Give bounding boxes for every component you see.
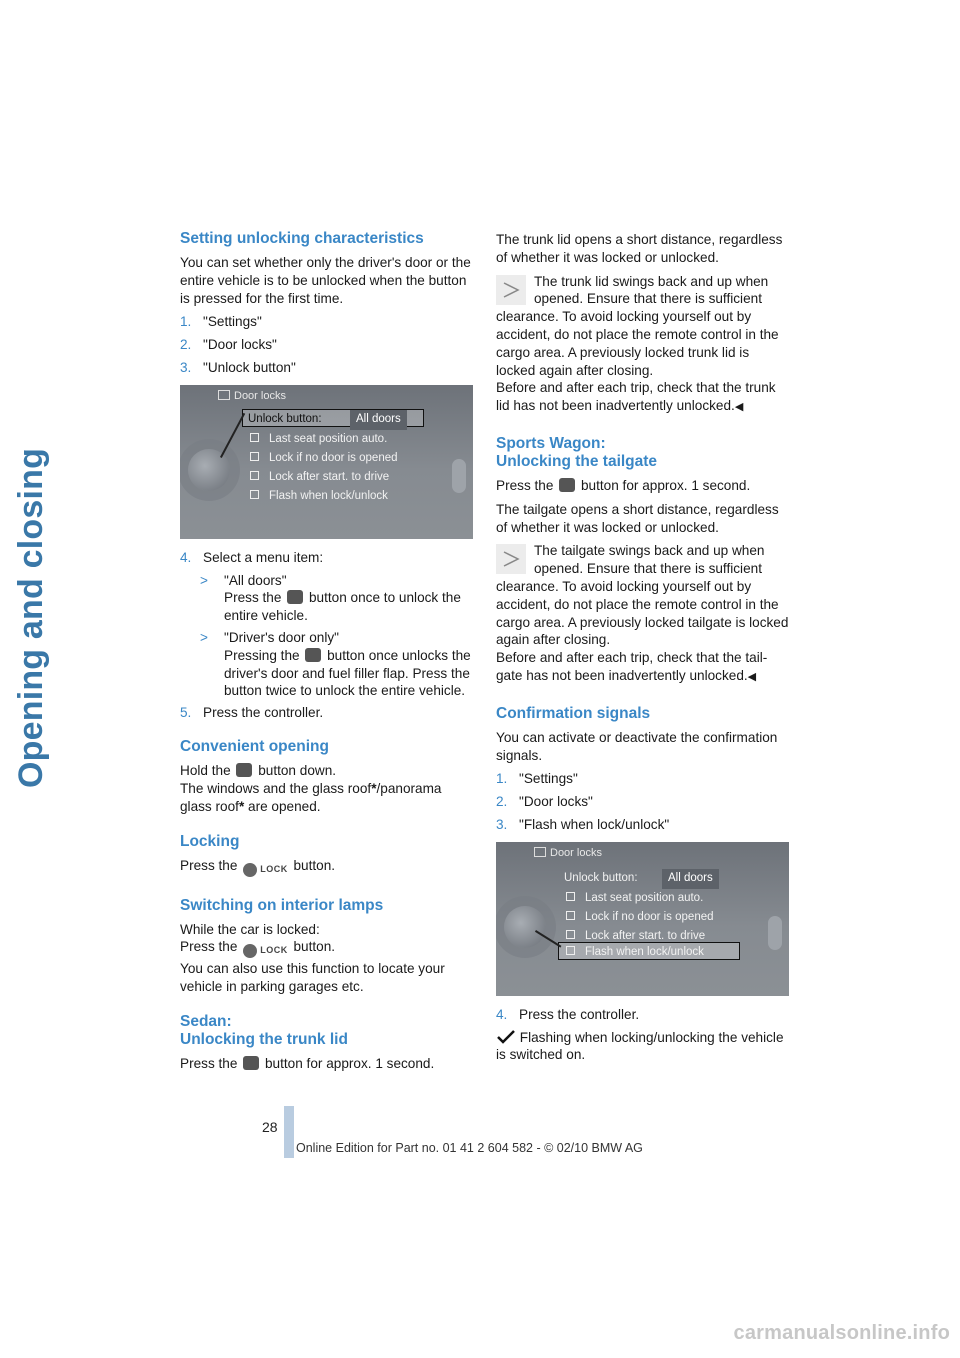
trunk-caution-note: The trunk lid swings back and up when opened. Ensure that there is sufficient clearance. To avoid locking yourself out by accident, do not place the remote control in the cargo area. A previously locked trunk lid is locked again after closing. Before and after each trip, check that the trunk lid has not been inadvertently unlocked.◀ (496, 273, 779, 414)
asterisk-icon: * (371, 780, 377, 796)
chapter-title-text: Opening and closing (12, 447, 50, 788)
heading-unlocking-characteristics: Setting unlocking characteristics (180, 230, 424, 247)
controller-knob (504, 906, 546, 948)
right-column (496, 231, 791, 1070)
step-3: 3. "Flash when lock/unlock" (496, 816, 670, 832)
heading-locking: Locking (180, 833, 240, 851)
left-column (180, 230, 475, 1079)
option-all-doors: > "All doors" Press the button once to unlock the entire vehicle. (200, 572, 461, 624)
step-1: 1. "Settings" (180, 314, 262, 330)
checkbox-icon (250, 490, 259, 499)
checkbox-icon (566, 930, 575, 939)
checkbox-icon (566, 892, 575, 901)
step-2: 2. "Door locks" (496, 794, 593, 810)
step-4: 4. Select a menu item: (180, 549, 324, 565)
checkbox-icon (250, 433, 259, 442)
heading-sports-wagon: Sports Wagon: Unlocking the tailgate (496, 434, 658, 470)
menu-item: Last seat position auto. (566, 890, 703, 908)
door-locks-screen-flash (496, 842, 789, 996)
menu-item: Lock after start. to drive (566, 928, 705, 946)
heading-sedan-trunk: Sedan: Unlocking the trunk lid (180, 1013, 348, 1049)
trunk-key-icon (243, 1056, 259, 1070)
door-locks-screen-unlock-button (180, 385, 473, 539)
checkbox-icon (250, 471, 259, 480)
unlocking-intro: You can set whether only the driver's door or the entire vehicle is to be unlocked when the button is pressed for the first time. (180, 255, 471, 306)
tailgate-press-text: Press the button for approx. 1 second. (496, 477, 751, 493)
caution-icon (496, 275, 526, 305)
heading-interior-lamps: Switching on interior lamps (180, 896, 384, 914)
menu-item: Lock if no door is opened (250, 450, 398, 468)
scroll-indicator (768, 916, 782, 950)
menu-icon (534, 847, 546, 857)
page-number: 28 (262, 1119, 278, 1135)
screen-title: Door locks (534, 845, 602, 863)
unlock-button-value: All doors (350, 410, 407, 430)
step-1: 1. "Settings" (496, 771, 578, 787)
heading-confirmation-signals: Confirmation signals (496, 704, 651, 722)
step-4: 4. Press the controller. (496, 1006, 640, 1022)
confirmation-intro: You can activate or deactivate the confirmation signals. (496, 729, 778, 763)
confirmation-result: Flashing when locking/unlocking the vehicle is switched on. (496, 1029, 784, 1063)
chapter-side-title (2, 228, 62, 788)
footer-edition: Online Edition for Part no. 01 41 2 604 582 - © 02/10 BMW AG (296, 1141, 643, 1155)
lock-button-icon: LOCK (243, 941, 288, 959)
unlock-button-label: Unlock button: (248, 412, 322, 425)
checkbox-icon (250, 452, 259, 461)
locking-text: Press the LOCK button. (180, 857, 475, 878)
tailgate-opens-text: The tailgate opens a short distance, regardless of whether it was locked or unlocked. (496, 501, 779, 535)
menu-icon (218, 390, 230, 400)
step-2: 2. "Door locks" (180, 337, 277, 353)
menu-item: Lock after start. to drive (250, 469, 389, 487)
unlock-button-value: All doors (662, 869, 719, 889)
menu-item: Flash when lock/unlock (250, 488, 388, 506)
trunk-key-icon (559, 478, 575, 492)
tailgate-caution-note: The tailgate swings back and up when opened. Ensure that there is sufficient clearance. To avoid locking yourself out by accident, do not place the remote control in the cargo area. A previously locked tailgate is locked again after closing. Before and after each trip, check that the tail-gate has not been inadvertently unlocked.◀ (496, 543, 789, 683)
step-5: 5. Press the controller. (180, 705, 324, 721)
unlock-key-icon (305, 648, 321, 662)
step-3: 3. "Unlock button" (180, 359, 296, 375)
controller-knob (188, 449, 230, 491)
menu-item: Lock if no door is opened (566, 909, 714, 927)
asterisk-icon: * (238, 798, 245, 814)
unlock-button-label: Unlock button: (564, 871, 638, 884)
unlock-key-icon (287, 590, 303, 604)
unlocking-steps (180, 313, 475, 376)
menu-item-selected: Flash when lock/unlock (566, 944, 704, 962)
screen-title: Door locks (218, 388, 286, 406)
trunk-text: Press the button for approx. 1 second. (180, 1056, 435, 1072)
menu-item: Last seat position auto. (250, 431, 387, 449)
checkmark-icon (496, 1030, 516, 1044)
checkbox-icon (566, 911, 575, 920)
callout-line (220, 413, 245, 458)
footer-accent-bar (284, 1106, 294, 1158)
convenient-opening-text: Hold the button down. The windows and the glass roof*/panorama glass roof* are opened. (180, 762, 442, 814)
trunk-opens-text: The trunk lid opens a short distance, regardless of whether it was locked or unlocked. (496, 232, 783, 265)
interior-lamps-text: While the car is locked: Press the LOCK button. You can also use this function to locate your vehicle in parking garages etc. (180, 921, 445, 994)
scroll-indicator (452, 459, 466, 493)
confirmation-steps (496, 770, 791, 833)
unlock-key-icon (236, 763, 252, 777)
option-drivers-door: > "Driver's door only" Pressing the button once unlocks the driver's door and fuel filler flap. Press the button twice to unlock the entire vehicle. (200, 629, 471, 699)
lock-button-icon: LOCK (243, 860, 288, 878)
watermark: carmanualsonline.info (733, 1322, 950, 1344)
heading-convenient-opening: Convenient opening (180, 737, 329, 755)
caution-icon (496, 544, 526, 574)
checkbox-icon (566, 946, 575, 955)
